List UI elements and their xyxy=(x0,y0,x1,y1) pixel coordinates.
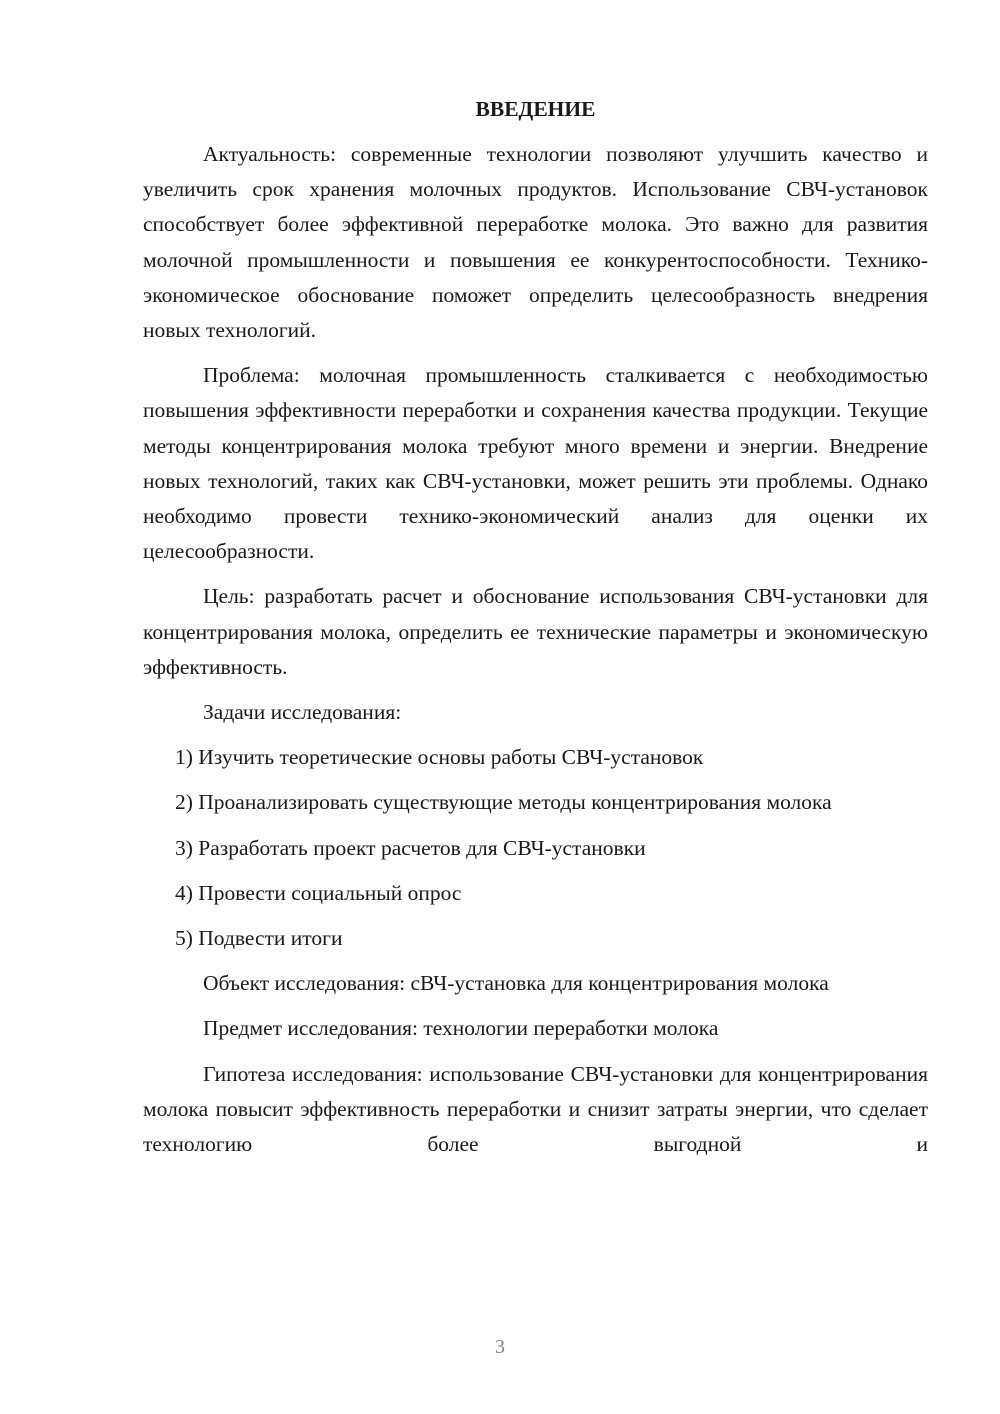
paragraph-problem: Проблема: молочная промышленность сталкивается с необходимостью повышения эффективности переработки и сохранения качества продукции. Текущие методы концентрирования молока требуют много времени и энергии. Внедрение новых технологий, таких как СВЧ-установки, может решить эти проблемы. Однако необходимо провести технико-экономический анализ для оценки их целесообразности. xyxy=(143,363,928,564)
task-item-5: 5) Подвести итоги xyxy=(175,926,343,951)
task-item-3: 3) Разработать проект расчетов для СВЧ-установки xyxy=(175,835,646,860)
tasks-heading: Задачи исследования: xyxy=(203,700,402,725)
document-page xyxy=(143,92,928,1172)
paragraph-goal: Цель: разработать расчет и обоснование использования СВЧ-установки для концентрирования молока, определить ее технические параметры и экономическую эффективность. xyxy=(143,584,928,679)
page-number: 3 xyxy=(495,1336,505,1358)
task-item-4: 4) Провести социальный опрос xyxy=(175,880,462,905)
paragraph-subject: Предмет исследования: технологии переработки молока xyxy=(203,1016,719,1041)
paragraph-object: Объект исследования: сВЧ-установка для концентрирования молока xyxy=(203,971,829,996)
paragraph-hypothesis: Гипотеза исследования: использование СВЧ-установки для концентрирования молока повысит эффективность переработки и снизит затраты энергии, что сделает технологию более выгодной и xyxy=(143,1061,928,1157)
task-item-1: 1) Изучить теоретические основы работы СВЧ-установок xyxy=(175,745,704,770)
section-title: ВВЕДЕНИЕ xyxy=(475,97,596,121)
paragraph-actuality: Актуальность: современные технологии позволяют улучшить качество и увеличить срок хранения молочных продуктов. Использование СВЧ-установок способствует более эффективной переработке молока. Это важно для развития молочной промышленности и повышения ее конкурентоспособности. Технико-экономическое обоснование поможет определить целесообразность внедрения новых технологий. xyxy=(143,142,928,343)
task-item-2: 2) Проанализировать существующие методы концентрирования молока xyxy=(175,790,832,815)
